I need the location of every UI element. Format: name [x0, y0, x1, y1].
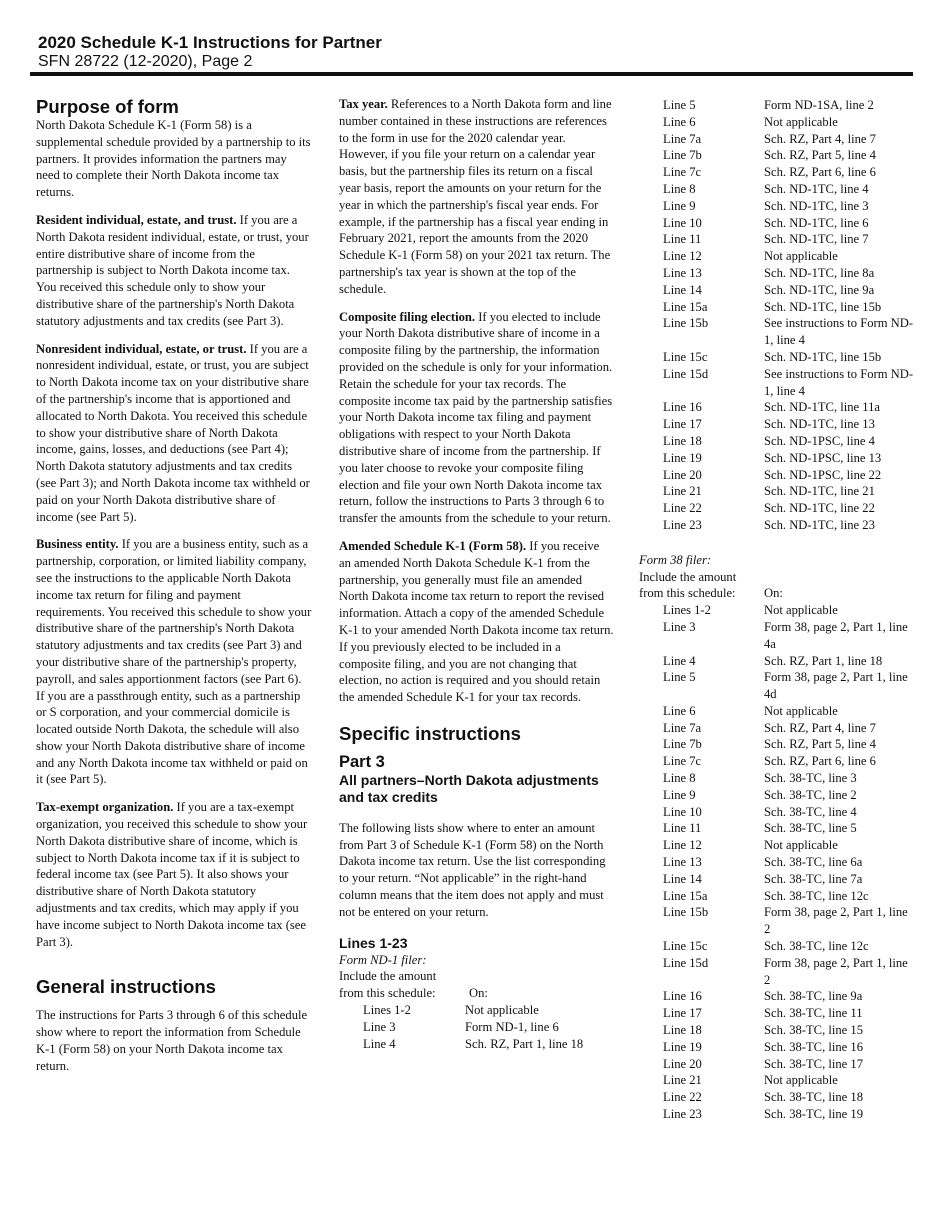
line-row — [639, 787, 915, 804]
line-target: Sch. 38-TC, line 17 — [764, 1056, 863, 1071]
line-target: Form ND-1SA, line 2 — [764, 98, 874, 112]
line-row — [639, 500, 915, 517]
line-target: Sch. ND-1TC, line 6 — [764, 215, 869, 230]
line-target: Sch. ND-1TC, line 7 — [764, 232, 869, 247]
line-number: Line 19 — [663, 450, 702, 465]
f38-filer-label: Form 38 filer: — [639, 552, 712, 567]
line-number: Line 4 — [663, 653, 696, 668]
line-row — [639, 265, 915, 282]
line-row — [639, 231, 915, 248]
line-target: Sch. RZ, Part 5, line 4 — [764, 737, 876, 752]
line-target: Form 38, page 2, Part 1, line 4d — [764, 670, 908, 702]
line-number: Line 23 — [663, 1107, 702, 1122]
amended-lead: Amended Schedule K-1 (Form 58). — [339, 538, 527, 553]
line-number: Line 15c — [663, 349, 708, 364]
line-number: Line 15a — [663, 299, 708, 314]
line-number: Line 8 — [663, 181, 696, 196]
line-row — [639, 1106, 915, 1123]
line-target: Not applicable — [465, 1003, 539, 1018]
line-target: Sch. ND-1TC, line 15b — [764, 349, 882, 364]
f38-list — [639, 602, 915, 1123]
nonresident-text: If you are a nonresident individual, estate, or trust, you are subject to North Dakota income tax on your distributive share of the partnership's income that is apportioned and allocated to North Dakota. You received this schedule to show your distributive share of North Dakota income, gains, losses, and deductions (see Part 4); North Dakota statutory adjustments and tax credits (see Part 3); and North Dakota income tax withheld or paid on your North Dakota distributive share of income (see Part 5). — [36, 341, 310, 524]
taxexempt-lead: Tax-exempt organization. — [36, 800, 174, 815]
line-target: Sch. 38-TC, line 18 — [764, 1090, 863, 1105]
part3-subheading: All partners–North Dakota adjustments and tax credits — [339, 771, 599, 805]
line-number: Line 17 — [663, 1006, 702, 1021]
line-target: Not applicable — [764, 703, 838, 718]
f38-on-label: On: — [764, 586, 783, 601]
part3-heading: Part 3 — [339, 752, 385, 771]
line-number: Line 7b — [663, 737, 702, 752]
line-target: Not applicable — [764, 249, 838, 264]
line-number: Line 13 — [663, 855, 702, 870]
line-number: Line 19 — [663, 1039, 702, 1054]
line-number: Line 4 — [363, 1036, 396, 1051]
line-row — [639, 1022, 915, 1039]
column-2 — [339, 96, 614, 1052]
line-target: Sch. 38-TC, line 9a — [764, 989, 863, 1004]
line-number: Line 18 — [663, 1023, 702, 1038]
line-target: Sch. ND-1PSC, line 22 — [764, 467, 882, 482]
line-row — [339, 1002, 614, 1019]
line-row — [639, 483, 915, 500]
line-number: Line 8 — [663, 771, 696, 786]
line-target: Not applicable — [764, 838, 838, 853]
line-number: Line 10 — [663, 215, 702, 230]
line-row — [639, 299, 915, 316]
line-row — [639, 164, 915, 181]
line-target: Sch. RZ, Part 4, line 7 — [764, 131, 876, 146]
line-target: See instructions to Form ND-1, line 4 — [764, 366, 914, 398]
nd1-list-part-2 — [639, 97, 915, 534]
line-number: Line 14 — [663, 282, 702, 297]
resident-text: If you are a North Dakota resident individual, estate, or trust, your entire distributive share of income from the partnership is subject to North Dakota income tax. You received this schedule only to show your distributive share of the partnership's North Dakota statutory adjustments and tax credits (see Part 3). — [36, 212, 309, 328]
line-target: Sch. 38-TC, line 12c — [764, 888, 869, 903]
line-row — [639, 399, 915, 416]
line-target: Sch. 38-TC, line 15 — [764, 1023, 863, 1038]
line-row — [639, 114, 915, 131]
line-target: Sch. ND-1TC, line 21 — [764, 484, 875, 499]
line-number: Line 7c — [663, 754, 702, 769]
line-row — [639, 703, 915, 720]
nd1-on-label: On: — [469, 986, 488, 1001]
line-row — [639, 720, 915, 737]
line-row — [639, 619, 915, 653]
line-target: Sch. 38-TC, line 2 — [764, 787, 857, 802]
line-row — [639, 1005, 915, 1022]
line-row — [639, 433, 915, 450]
f38-header-row — [639, 585, 915, 602]
line-number: Line 22 — [663, 1090, 702, 1105]
composite-lead: Composite filing election. — [339, 309, 476, 324]
line-number: Line 7a — [663, 131, 702, 146]
line-number: Line 11 — [663, 232, 702, 247]
line-number: Line 3 — [363, 1019, 396, 1034]
line-number: Line 15d — [663, 366, 709, 381]
line-target: Sch. 38-TC, line 7a — [764, 871, 863, 886]
line-number: Line 16 — [663, 989, 702, 1004]
line-row — [639, 837, 915, 854]
line-row — [639, 315, 915, 349]
line-target: Sch. RZ, Part 6, line 6 — [764, 754, 876, 769]
line-number: Line 12 — [663, 249, 702, 264]
line-row — [339, 1019, 614, 1036]
purpose-intro: North Dakota Schedule K-1 (Form 58) is a supplemental schedule provided by a partnership to its partners. It provides information the partners may need to complete their North Dakota income tax returns. — [36, 118, 311, 200]
line-target: Sch. 38-TC, line 4 — [764, 804, 857, 819]
line-row — [639, 804, 915, 821]
line-number: Line 9 — [663, 198, 696, 213]
line-row — [639, 349, 915, 366]
line-target: Sch. 38-TC, line 5 — [764, 821, 857, 836]
line-number: Line 15c — [663, 939, 708, 954]
line-number: Line 6 — [663, 114, 696, 129]
line-target: Sch. ND-1TC, line 13 — [764, 417, 875, 432]
line-row — [639, 753, 915, 770]
line-target: Sch. ND-1TC, line 11a — [764, 400, 881, 415]
line-row — [639, 181, 915, 198]
page-header — [38, 33, 912, 71]
line-target: Not applicable — [764, 1073, 838, 1088]
amended-paragraph — [339, 538, 614, 706]
line-row — [639, 467, 915, 484]
nd1-from-label: from this schedule: — [339, 986, 436, 1001]
nd1-list-part-1 — [339, 1002, 614, 1052]
line-number: Line 21 — [663, 484, 702, 499]
line-target: Sch. RZ, Part 5, line 4 — [764, 148, 876, 163]
line-row — [639, 198, 915, 215]
line-number: Line 16 — [663, 400, 702, 415]
line-row — [639, 955, 915, 989]
line-number: Line 22 — [663, 501, 702, 516]
line-row — [639, 904, 915, 938]
line-target: Sch. 38-TC, line 6a — [764, 855, 863, 870]
page-title: 2020 Schedule K-1 Instructions for Partner — [38, 33, 382, 52]
line-target: Sch. ND-1TC, line 8a — [764, 265, 875, 280]
line-number: Lines 1-2 — [663, 603, 711, 618]
line-row — [639, 366, 915, 400]
line-row — [639, 653, 915, 670]
line-target: See instructions to Form ND-1, line 4 — [764, 316, 914, 348]
line-number: Line 7b — [663, 148, 702, 163]
purpose-heading: Purpose of form — [36, 96, 179, 117]
part3-text: The following lists show where to enter an amount from Part 3 of Schedule K-1 (Form 58) on the North Dakota income tax return. Use the list corresponding to your return. “Not applicable” in the right-hand column means that the item does not apply and must not be entered on your return. — [339, 820, 606, 919]
line-row — [639, 248, 915, 265]
line-number: Line 7c — [663, 165, 702, 180]
line-number: Line 15b — [663, 316, 709, 331]
line-row — [639, 988, 915, 1005]
business-text: If you are a business entity, such as a partnership, corporation, or limited liability company, see the instructions to the applicable North Dakota income tax return for filing and payment requirements. You received this schedule to show your distributive share of the partnership's North Dakota statutory adjustments and tax credits (see Part 3) and your distributive share of the partnership's property, payroll, and sales apportionment factors (see Part 6). If you are a passthrough entity, such as a partnership or S corporation, and your commercial domicile is located outside North Dakota, the schedule will also show your North Dakota distributive share of income and any North Dakota income tax withheld or paid on it (see Part 5). — [36, 537, 312, 787]
line-number: Line 21 — [663, 1073, 702, 1088]
lines-heading: Lines 1-23 — [339, 934, 408, 951]
nonresident-paragraph — [36, 341, 312, 526]
line-number: Line 5 — [663, 98, 696, 112]
line-number: Line 20 — [663, 1056, 702, 1071]
line-number: Line 18 — [663, 433, 702, 448]
line-target: Not applicable — [764, 114, 838, 129]
general-text: The instructions for Parts 3 through 6 of this schedule show where to report the information from Schedule K-1 (Form 58) on your North Dakota income tax return. — [36, 1008, 308, 1073]
line-target: Sch. ND-1TC, line 9a — [764, 282, 875, 297]
line-target: Sch. 38-TC, line 19 — [764, 1107, 863, 1122]
line-row — [639, 871, 915, 888]
column-3 — [639, 97, 915, 1123]
line-number: Line 13 — [663, 265, 702, 280]
line-target: Sch. 38-TC, line 16 — [764, 1039, 863, 1054]
line-number: Line 6 — [663, 703, 696, 718]
nd1-include-line: Include the amount — [339, 969, 437, 984]
line-row — [639, 147, 915, 164]
line-target: Form 38, page 2, Part 1, line 2 — [764, 955, 908, 987]
taxyear-text: References to a North Dakota form and line number contained in these instructions are references to the form in use for the 2020 calendar year. However, if you file your return on a calendar year basis, but the partnership files its return on a fiscal year basis, report the amounts on your return for the year in which the partnership's fiscal year ends. For example, if the partnership has a fiscal year ending in February 2021, report the amounts from the 2020 Schedule K-1 (Form 58) on your 2021 tax return. The partnership's tax year is shown at the top of the schedule. — [339, 97, 612, 296]
line-target: Sch. RZ, Part 4, line 7 — [764, 720, 876, 735]
nd1-filer-label: Form ND-1 filer: — [339, 952, 427, 967]
line-target: Sch. ND-1TC, line 3 — [764, 198, 869, 213]
line-target: Form 38, page 2, Part 1, line 2 — [764, 905, 908, 937]
taxyear-lead: Tax year. — [339, 97, 388, 111]
line-target: Sch. ND-1TC, line 23 — [764, 517, 875, 532]
line-target: Not applicable — [764, 603, 838, 618]
line-number: Line 9 — [663, 787, 696, 802]
line-row — [639, 450, 915, 467]
line-target: Sch. ND-1TC, line 15b — [764, 299, 882, 314]
line-row — [639, 1056, 915, 1073]
line-number: Line 7a — [663, 720, 702, 735]
line-target: Sch. 38-TC, line 11 — [764, 1006, 863, 1021]
line-target: Sch. 38-TC, line 3 — [764, 771, 857, 786]
line-number: Line 23 — [663, 517, 702, 532]
line-row — [639, 602, 915, 619]
line-target: Sch. ND-1TC, line 22 — [764, 501, 875, 516]
line-row — [639, 669, 915, 703]
page-subtitle: SFN 28722 (12-2020), Page 2 — [38, 53, 253, 70]
line-number: Line 15b — [663, 905, 709, 920]
line-target: Sch. 38-TC, line 12c — [764, 939, 869, 954]
f38-from-label: from this schedule: — [639, 586, 736, 601]
resident-paragraph — [36, 212, 312, 330]
header-rule — [30, 72, 913, 76]
line-target: Sch. ND-1PSC, line 13 — [764, 450, 882, 465]
line-target: Sch. RZ, Part 6, line 6 — [764, 165, 876, 180]
line-number: Line 20 — [663, 467, 702, 482]
business-lead: Business entity. — [36, 537, 119, 552]
line-row — [639, 1039, 915, 1056]
taxexempt-paragraph — [36, 799, 312, 950]
nd1-header-row — [339, 985, 614, 1002]
line-number: Line 3 — [663, 619, 696, 634]
taxexempt-text: If you are a tax-exempt organization, you received this schedule to show your North Dakota distributive share of income, which is subject to North Dakota income tax if it is subject to federal income tax (see Part 5). It also shows your distributive share of North Dakota statutory adjustments and tax credits, which may apply if you have income subject to North Dakota income tax (see Part 3). — [36, 800, 308, 949]
line-target: Sch. ND-1TC, line 4 — [764, 181, 869, 196]
line-row — [639, 820, 915, 837]
line-row — [639, 770, 915, 787]
business-paragraph — [36, 536, 312, 788]
resident-lead: Resident individual, estate, and trust. — [36, 212, 237, 227]
nonresident-lead: Nonresident individual, estate, or trust. — [36, 341, 247, 356]
line-number: Line 12 — [663, 838, 702, 853]
line-target: Sch. RZ, Part 1, line 18 — [465, 1036, 584, 1051]
line-number: Lines 1-2 — [363, 1003, 411, 1018]
line-row — [639, 888, 915, 905]
line-row — [639, 517, 915, 534]
line-row — [639, 416, 915, 433]
line-row — [639, 854, 915, 871]
f38-include-line: Include the amount — [639, 569, 737, 584]
line-row — [639, 1072, 915, 1089]
line-target: Form ND-1, line 6 — [465, 1019, 559, 1034]
line-target: Sch. ND-1PSC, line 4 — [764, 433, 875, 448]
line-row — [639, 97, 915, 114]
line-row — [639, 282, 915, 299]
line-number: Line 15d — [663, 955, 709, 970]
line-row — [339, 1036, 614, 1053]
specific-heading: Specific instructions — [339, 722, 521, 744]
line-number: Line 17 — [663, 417, 702, 432]
general-heading: General instructions — [36, 976, 216, 998]
line-number: Line 5 — [663, 670, 696, 685]
taxyear-paragraph — [339, 96, 614, 298]
column-1 — [36, 96, 312, 1075]
line-number: Line 10 — [663, 804, 702, 819]
line-row — [639, 131, 915, 148]
line-number: Line 14 — [663, 871, 702, 886]
composite-paragraph — [339, 309, 614, 527]
line-target: Form 38, page 2, Part 1, line 4a — [764, 619, 908, 651]
amended-text: If you receive an amended North Dakota Schedule K-1 from the partnership, you generally must file an amended North Dakota income tax return to report the revised information. Attach a copy of the amended Schedule K-1 to your amended North Dakota income tax return. If you previously elected to be included in a composite filing, and you are not changing that election, no action is required and you should retain the amended Schedule K-1 for your tax records. — [339, 538, 614, 705]
line-number: Line 11 — [663, 821, 702, 836]
line-number: Line 15a — [663, 888, 708, 903]
line-row — [639, 215, 915, 232]
line-row — [639, 938, 915, 955]
line-target: Sch. RZ, Part 1, line 18 — [764, 653, 883, 668]
line-row — [639, 736, 915, 753]
composite-text: If you elected to include your North Dakota distributive share of income in a composite filing by the partnership, the information provided on the schedule is only for your information. Retain the schedule for your tax records. The composite income tax paid by the partnership satisfies your North Dakota income tax filing and payment obligations with respect to your North Dakota distributive share of income from the partnership. If you later choose to revoke your composite filing election and file your own North Dakota income tax return, follow the instructions to Parts 3 through 6 to transfer the amounts from the schedule to your return. — [339, 309, 613, 526]
line-row — [639, 1089, 915, 1106]
